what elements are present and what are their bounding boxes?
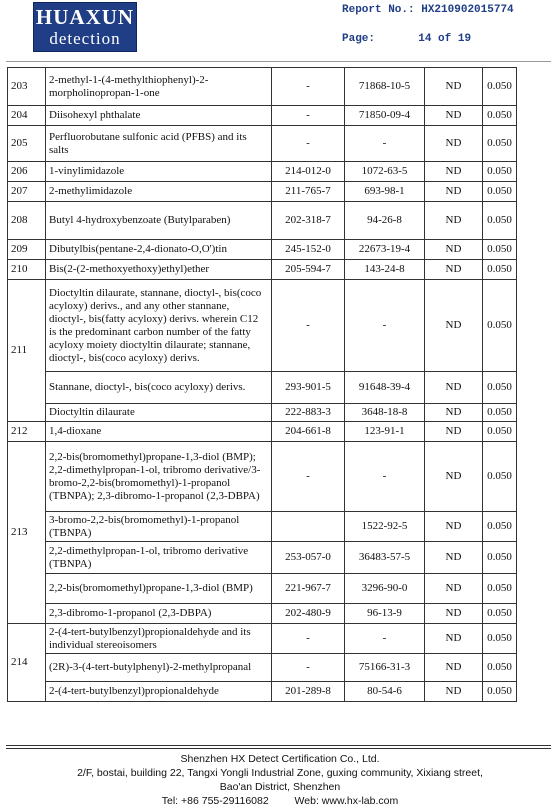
page-label: Page:	[342, 33, 376, 45]
ec-number: 204-661-8	[272, 422, 345, 442]
page-indicator	[342, 33, 471, 45]
cas-number: 80-54-6	[345, 682, 425, 702]
substance-name: Dioctyltin dilaurate	[46, 404, 272, 422]
result-value: ND	[425, 512, 483, 542]
table-row	[8, 682, 517, 702]
substance-name: Dioctyltin dilaurate, stannane, dioctyl-, bis(coco acyloxy) derivs., and any other stannane, dioctyl-, bis(fatty acyloxy) derivs. wherein C12 is the predominant carbon number of the fatty acyloxy moiety dioctyltin dilaurate; stannane, dioctyl-, bis(coco acyloxy) derivs.	[46, 280, 272, 372]
item-number: 208	[8, 202, 46, 240]
table-row	[8, 404, 517, 422]
mdl-value: 0.050	[483, 624, 517, 654]
result-value: ND	[425, 442, 483, 512]
substance-name: Perfluorobutane sulfonic acid (PFBS) and its salts	[46, 126, 272, 162]
cas-number: 143-24-8	[345, 260, 425, 280]
table-row	[8, 574, 517, 604]
ec-number: 293-901-5	[272, 372, 345, 404]
mdl-value: 0.050	[483, 126, 517, 162]
substance-name: 1-vinylimidazole	[46, 162, 272, 182]
substance-name: 1,4-dioxane	[46, 422, 272, 442]
result-value: ND	[425, 422, 483, 442]
mdl-value: 0.050	[483, 512, 517, 542]
table-row	[8, 126, 517, 162]
result-value: ND	[425, 182, 483, 202]
result-value: ND	[425, 106, 483, 126]
ec-number: 222-883-3	[272, 404, 345, 422]
mdl-value: 0.050	[483, 202, 517, 240]
mdl-value: 0.050	[483, 182, 517, 202]
substance-name: Butyl 4-hydroxybenzoate (Butylparaben)	[46, 202, 272, 240]
footer-address-line2: Bao'an District, Shenzhen	[219, 781, 341, 793]
table-row	[8, 604, 517, 624]
item-number: 205	[8, 126, 46, 162]
mdl-value: 0.050	[483, 106, 517, 126]
logo-bottom-text: detection	[49, 29, 121, 48]
cas-number: 75166-31-3	[345, 654, 425, 682]
table-row	[8, 512, 517, 542]
result-value: ND	[425, 404, 483, 422]
table-row	[8, 106, 517, 126]
cas-number: 22673-19-4	[345, 240, 425, 260]
footer-divider-2	[6, 748, 551, 749]
ec-number: 221-967-7	[272, 574, 345, 604]
item-number: 210	[8, 260, 46, 280]
footer-web: Web: www.hx-lab.com	[294, 795, 399, 807]
result-value: ND	[425, 162, 483, 182]
ec-number: -	[272, 654, 345, 682]
cas-number: 3296-90-0	[345, 574, 425, 604]
ec-number: 211-765-7	[272, 182, 345, 202]
cas-number: -	[345, 126, 425, 162]
cas-number: 94-26-8	[345, 202, 425, 240]
mdl-value: 0.050	[483, 404, 517, 422]
cas-number: 36483-57-5	[345, 542, 425, 574]
substance-name: Dibutylbis(pentane-2,4-dionato-O,O')tin	[46, 240, 272, 260]
result-value: ND	[425, 240, 483, 260]
result-value: ND	[425, 202, 483, 240]
table-row	[8, 422, 517, 442]
ec-number: 202-318-7	[272, 202, 345, 240]
mdl-value: 0.050	[483, 682, 517, 702]
substance-name: 2-methylimidazole	[46, 182, 272, 202]
ec-number: -	[272, 68, 345, 106]
ec-number: -	[272, 624, 345, 654]
result-value: ND	[425, 654, 483, 682]
cas-number: 96-13-9	[345, 604, 425, 624]
cas-number: 71868-10-5	[345, 68, 425, 106]
cas-number: 1072-63-5	[345, 162, 425, 182]
item-number: 206	[8, 162, 46, 182]
ec-number: 245-152-0	[272, 240, 345, 260]
item-number: 212	[8, 422, 46, 442]
substance-name: 2-(4-tert-butylbenzyl)propionaldehyde	[46, 682, 272, 702]
cas-number: 91648-39-4	[345, 372, 425, 404]
cas-number: 123-91-1	[345, 422, 425, 442]
mdl-value: 0.050	[483, 442, 517, 512]
substance-name: (2R)-3-(4-tert-butylphenyl)-2-methylpropanal	[46, 654, 272, 682]
table-row	[8, 372, 517, 404]
ec-number: -	[272, 106, 345, 126]
cas-number: 71850-09-4	[345, 106, 425, 126]
ec-number: -	[272, 126, 345, 162]
table-row	[8, 260, 517, 280]
result-value: ND	[425, 624, 483, 654]
result-value: ND	[425, 372, 483, 404]
item-number: 213	[8, 442, 46, 624]
ec-number: 202-480-9	[272, 604, 345, 624]
item-number: 211	[8, 280, 46, 422]
result-value: ND	[425, 682, 483, 702]
table-row	[8, 162, 517, 182]
substance-name: 3-bromo-2,2-bis(bromomethyl)-1-propanol (TBNPA)	[46, 512, 272, 542]
substance-name: 2,2-bis(bromomethyl)propane-1,3-diol (BMP)	[46, 574, 272, 604]
mdl-value: 0.050	[483, 280, 517, 372]
mdl-value: 0.050	[483, 68, 517, 106]
mdl-value: 0.050	[483, 162, 517, 182]
footer-divider-1	[6, 745, 551, 746]
item-number: 214	[8, 624, 46, 702]
item-number: 204	[8, 106, 46, 126]
report-number	[342, 4, 514, 16]
result-value: ND	[425, 68, 483, 106]
table-row	[8, 654, 517, 682]
test-results-table	[7, 67, 517, 702]
ec-number	[272, 512, 345, 542]
cas-number: -	[345, 624, 425, 654]
cas-number: -	[345, 280, 425, 372]
result-value: ND	[425, 260, 483, 280]
substance-name: Stannane, dioctyl-, bis(coco acyloxy) derivs.	[46, 372, 272, 404]
table-row	[8, 240, 517, 260]
mdl-value: 0.050	[483, 260, 517, 280]
footer-tel: Tel: +86 755-29116082	[161, 795, 269, 807]
footer-company: Shenzhen HX Detect Certification Co., Ltd.	[180, 753, 380, 765]
substance-name: 2,2-dimethylpropan-1-ol, tribromo derivative (TBNPA)	[46, 542, 272, 574]
footer-contact	[0, 795, 560, 807]
result-value: ND	[425, 280, 483, 372]
substance-name: 2,3-dibromo-1-propanol (2,3-DBPA)	[46, 604, 272, 624]
footer-address-line1: 2/F, bostai, building 22, Tangxi Yongli Industrial Zone, guxing community, Xixiang street,	[77, 767, 483, 779]
table-row	[8, 542, 517, 574]
mdl-value: 0.050	[483, 574, 517, 604]
mdl-value: 0.050	[483, 422, 517, 442]
mdl-value: 0.050	[483, 240, 517, 260]
table-row	[8, 202, 517, 240]
ec-number: -	[272, 280, 345, 372]
substance-name: 2-(4-tert-butylbenzyl)propionaldehyde and its individual stereoisomers	[46, 624, 272, 654]
ec-number: 201-289-8	[272, 682, 345, 702]
table-row	[8, 182, 517, 202]
cas-number: -	[345, 442, 425, 512]
result-value: ND	[425, 542, 483, 574]
table-row	[8, 280, 517, 372]
table-row	[8, 442, 517, 512]
logo-top-text: HUAXUN	[35, 5, 135, 29]
result-value: ND	[425, 126, 483, 162]
cas-number: 693-98-1	[345, 182, 425, 202]
company-logo	[33, 2, 137, 52]
mdl-value: 0.050	[483, 604, 517, 624]
report-label: Report No.:	[342, 4, 415, 16]
substance-name: Bis(2-(2-methoxyethoxy)ethyl)ether	[46, 260, 272, 280]
mdl-value: 0.050	[483, 372, 517, 404]
table-row	[8, 624, 517, 654]
report-value: HX210902015774	[421, 4, 514, 16]
header-divider	[6, 61, 551, 62]
ec-number: 214-012-0	[272, 162, 345, 182]
mdl-value: 0.050	[483, 542, 517, 574]
ec-number: 205-594-7	[272, 260, 345, 280]
result-value: ND	[425, 604, 483, 624]
page-value: 14 of 19	[418, 33, 472, 45]
ec-number: -	[272, 442, 345, 512]
mdl-value: 0.050	[483, 654, 517, 682]
item-number: 207	[8, 182, 46, 202]
table-row	[8, 68, 517, 106]
substance-name: 2-methyl-1-(4-methylthiophenyl)-2-morpholinopropan-1-one	[46, 68, 272, 106]
item-number: 209	[8, 240, 46, 260]
item-number: 203	[8, 68, 46, 106]
substance-name: 2,2-bis(bromomethyl)propane-1,3-diol (BMP); 2,2-dimethylpropan-1-ol, tribromo derivative/3-bromo-2,2-bis(bromomethyl)-1-propanol (TBNPA); 2,3-dibromo-1-propanol (2,3-DBPA)	[46, 442, 272, 512]
cas-number: 3648-18-8	[345, 404, 425, 422]
cas-number: 1522-92-5	[345, 512, 425, 542]
ec-number: 253-057-0	[272, 542, 345, 574]
substance-name: Diisohexyl phthalate	[46, 106, 272, 126]
result-value: ND	[425, 574, 483, 604]
